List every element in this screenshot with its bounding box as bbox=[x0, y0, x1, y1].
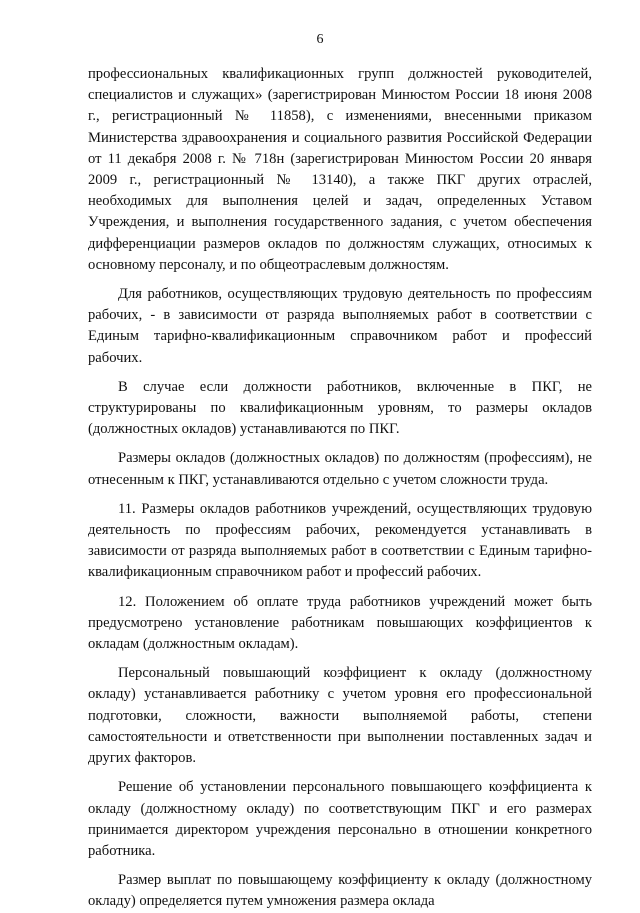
paragraph-workers-professions: Для работников, осуществляющих трудовую деятельность по профессиям рабочих, - в зависимости от разряда выполняемых работ в соответствии с Единым тарифно-квалификационным справочником работ и профессий рабочих. bbox=[88, 286, 592, 366]
paragraph-item-11: 11. Размеры окладов работников учреждений, осуществляющих трудовую деятельность по профессиям рабочих, рекомендуется устанавливать в зависимости от разряда выполняемых работ в соответствии с Единым тарифно-квалификационным справочником работ и профессий рабочих. bbox=[88, 500, 592, 581]
document-body bbox=[88, 64, 592, 913]
paragraph-payment-amount: Размер выплат по повышающему коэффициенту к окладу (должностному окладу) определяется путем умножения размера оклада bbox=[88, 872, 592, 910]
paragraph-coefficient-decision: Решение об установлении персонального повышающего коэффициента к окладу (должностному окладу) по соответствующим ПКГ и его размерах принимается директором учреждения персонально в отношении конкретного работника. bbox=[88, 779, 592, 859]
paragraph-item-12: 12. Положением об оплате труда работников учреждений может быть предусмотрено установление работникам повышающих коэффициентов к окладам (должностным окладам). bbox=[88, 593, 592, 653]
paragraph-non-pkg-salaries: Размеры окладов (должностных окладов) по должностям (профессиям), не отнесенным к ПКГ, устанавливаются отдельно с учетом сложности труда. bbox=[88, 450, 592, 488]
paragraph-unstructured-positions: В случае если должности работников, включенные в ПКГ, не структурированы по квалификационным уровням, то размеры окладов (должностных окладов) устанавливаются по ПКГ. bbox=[88, 378, 592, 438]
page-number: 6 bbox=[316, 32, 324, 47]
paragraph-continuation: профессиональных квалификационных групп должностей руководителей, специалистов и служащих» (зарегистрирован Минюстом России 18 июня 2008 г., регистрационный № 11858), с изменениями, внесенными приказом Министерства здравоохранения и социального развития Российской Федерации от 11 декабря 2008 г. № 718н (зарегистрирован Минюстом России 20 января 2009 г., регистрационный № 13140), а также ПКГ других отраслей, необходимых для выполнения целей и задач, определенных Уставом Учреждения, и выполнения государственного задания, с учетом обеспечения дифференциации размеров окладов по должностям служащих, относимых к основному персоналу, и по общеотраслевым должностям. bbox=[88, 66, 592, 273]
paragraph-personal-coefficient: Персональный повышающий коэффициент к окладу (должностному окладу) устанавливается работнику с учетом уровня его профессиональной подготовки, сложности, важности выполняемой работы, степени самостоятельности и ответственности при выполнении поставленных задач и других факторов. bbox=[88, 665, 592, 767]
